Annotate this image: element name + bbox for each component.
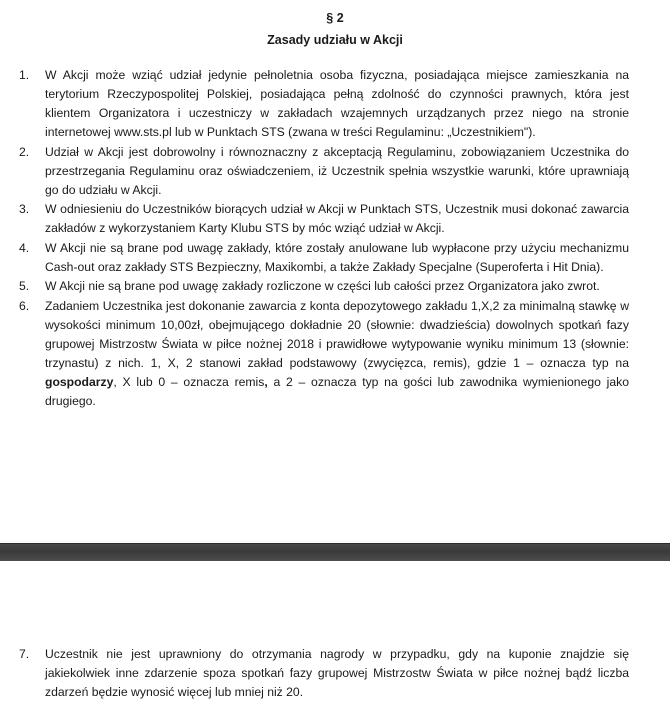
item-text-bold: gospodarzy	[45, 374, 114, 389]
page-separator	[0, 543, 670, 562]
item-text-part: , X lub 0 – oznacza remis	[113, 374, 265, 389]
item-number: 5.	[19, 279, 30, 293]
item-text: W odniesieniu do Uczestników biorących udział w Akcji w Punktach STS, Uczestnik musi dokonać zawarcia zakładów z wykorzystaniem Karty Klubu STS by móc wziąć udział w Akcji.	[45, 202, 629, 235]
list-item	[0, 645, 670, 702]
item-number: 2.	[19, 144, 30, 159]
section-title: Zasady udziału w Akcji	[267, 33, 403, 47]
item-text-bold: ,	[264, 374, 268, 389]
item-text-part: a 2 – oznacza typ na gości lub zawodnika wymienionego jako drugiego.	[45, 374, 630, 408]
item-text	[45, 297, 629, 411]
item-text: W Akcji nie są brane pod uwagę zakłady rozliczone w części lub całości przez Organizatora jako zwrot.	[45, 279, 600, 293]
list-item	[0, 200, 670, 238]
item-number: 1.	[19, 68, 30, 82]
list-item	[0, 66, 670, 142]
list-item	[0, 297, 670, 411]
item-number: 6.	[19, 298, 30, 313]
list-item	[0, 277, 670, 296]
list-item	[0, 239, 670, 277]
item-number: 3.	[19, 202, 30, 216]
rules-list	[0, 66, 670, 411]
document-page-2	[0, 561, 670, 704]
list-item	[0, 143, 670, 200]
item-number: 7.	[19, 647, 30, 661]
rules-list-continued	[0, 645, 670, 703]
item-text: Udział w Akcji jest dobrowolny i równoznaczny z akceptacją Regulaminu, zobowiązaniem Uczestnika do przestrzegania Regulaminu oraz oświadczeniem, iż Uczestnik spełnia wszystkie warunki, które uprawniają go do udziału w Akcji.	[45, 144, 629, 197]
item-text: Uczestnik nie jest uprawniony do otrzymania nagrody w przypadku, gdy na kuponie znajdzie się jakiekolwiek inne zdarzenie spoza spotkań fazy grupowej Mistrzostw Świata w piłce nożnej bądź liczba zdarzeń będzie wynosić więcej lub mniej niż 20.	[45, 647, 629, 699]
item-text: W Akcji nie są brane pod uwagę zakłady, które zostały anulowane lub wypłacone przy użyciu mechanizmu Cash-out oraz zakłady STS Bezpieczny, Maxikombi, a także Zakłady Specjalne (Superoferta i Hit Dnia).	[45, 240, 629, 274]
item-number: 4.	[19, 240, 30, 255]
item-text: W Akcji może wziąć udział jedynie pełnoletnia osoba fizyczna, posiadająca miejsce zamieszkania na terytorium Rzeczypospolitej Polskiej, posiadająca pełną zdolność do czynności prawnych, która jest klientem Organizatora i uczestniczy w zakładach wzajemnych urządzanych przez niego na stronie internetowej www.sts.pl lub w Punktach STS (zwana w treści Regulaminu: „Uczestnikiem").	[45, 68, 629, 139]
section-number: § 2	[326, 11, 344, 25]
item-text-part: Zadaniem Uczestnika jest dokonanie zawarcia z konta depozytowego zakładu 1,X,2 za minimalną stawkę w wysokości minimum 10,00zł, obejmującego dokładnie 20 (słownie: dwadzieścia) dowolnych spotkań fazy grupowej Mistrzostw Świata w piłce nożnej 2018 i prawidłowe wytypowanie wyniku minimum 13 (słownie: trzynastu) z nich. 1, X, 2 stanowi zakład podstawowy (zwycięzca, remis), gdzie 1 – oznacza typ na	[45, 298, 629, 370]
